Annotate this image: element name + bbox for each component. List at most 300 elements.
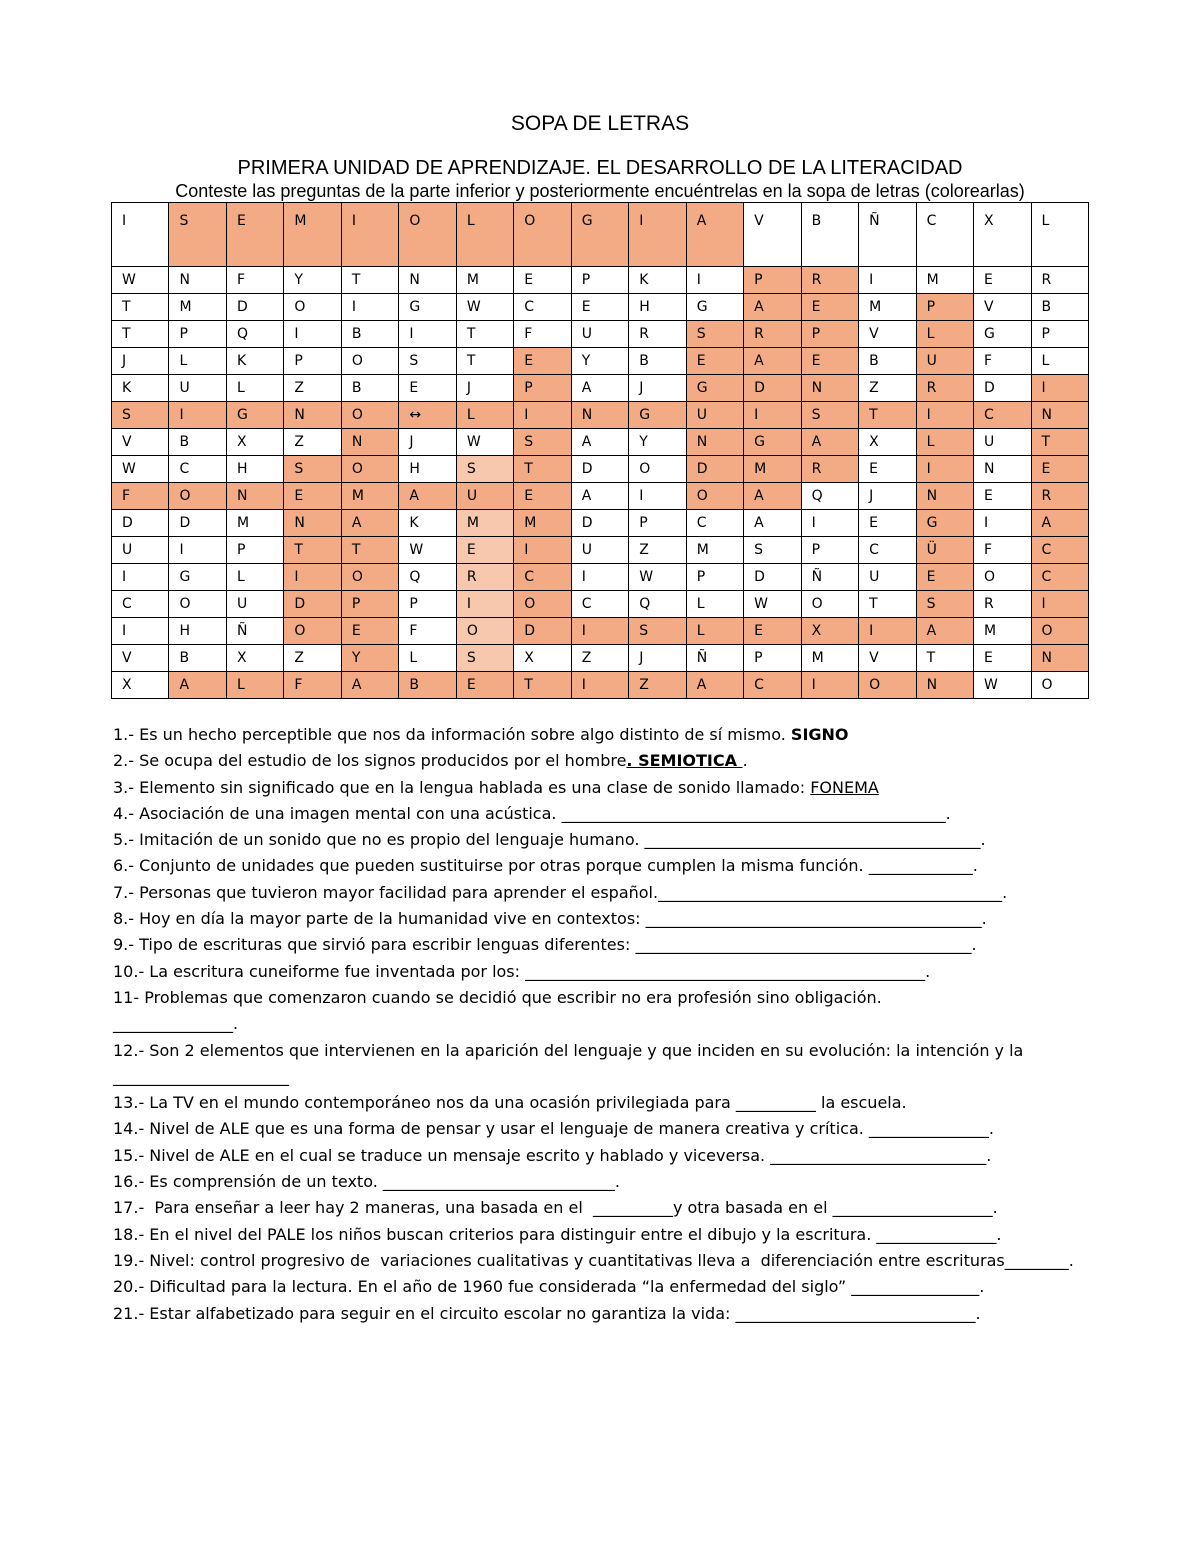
grid-cell[interactable]: O — [629, 456, 686, 483]
grid-cell[interactable]: I — [456, 591, 513, 618]
grid-cell[interactable]: M — [801, 645, 858, 672]
grid-cell[interactable]: V — [112, 645, 169, 672]
grid-cell[interactable]: P — [284, 348, 341, 375]
answer-blank[interactable]: __________ — [592, 1198, 673, 1218]
grid-cell[interactable]: C — [686, 510, 743, 537]
grid-cell[interactable]: I — [916, 402, 973, 429]
grid-cell[interactable]: O — [341, 564, 398, 591]
grid-cell[interactable]: O — [341, 456, 398, 483]
grid-cell[interactable]: M — [226, 510, 283, 537]
grid-cell[interactable]: E — [859, 510, 916, 537]
answer-blank[interactable]: ________________________________________________ — [561, 803, 946, 823]
grid-cell[interactable]: I — [974, 510, 1031, 537]
grid-cell[interactable]: P — [686, 564, 743, 591]
grid-cell[interactable]: Q — [801, 483, 858, 510]
grid-cell[interactable]: C — [1031, 564, 1089, 591]
answer-blank[interactable]: ________ — [1004, 1250, 1069, 1270]
grid-cell[interactable]: T — [1031, 429, 1089, 456]
grid-cell[interactable]: N — [284, 402, 341, 429]
grid-cell[interactable]: A — [744, 483, 801, 510]
grid-cell[interactable]: W — [974, 672, 1031, 699]
grid-cell[interactable]: I — [801, 510, 858, 537]
answer-blank[interactable]: ______________________ — [113, 1066, 289, 1086]
grid-cell[interactable]: A — [916, 618, 973, 645]
grid-cell[interactable]: Z — [284, 375, 341, 402]
grid-cell[interactable]: O — [169, 591, 226, 618]
grid-cell[interactable]: Y — [629, 429, 686, 456]
grid-cell[interactable]: U — [456, 483, 513, 510]
grid-cell[interactable]: U — [112, 537, 169, 564]
grid-cell[interactable]: I — [169, 402, 226, 429]
grid-cell[interactable]: E — [399, 375, 456, 402]
grid-cell[interactable]: O — [974, 564, 1031, 591]
grid-cell[interactable]: K — [399, 510, 456, 537]
grid-cell[interactable]: T — [341, 537, 398, 564]
grid-cell[interactable]: Ü — [916, 537, 973, 564]
grid-cell[interactable]: R — [801, 456, 858, 483]
grid-cell[interactable]: I — [744, 402, 801, 429]
grid-cell[interactable]: D — [571, 510, 628, 537]
grid-cell[interactable]: Z — [629, 537, 686, 564]
grid-cell[interactable]: O — [284, 618, 341, 645]
grid-cell[interactable]: Y — [571, 348, 628, 375]
grid-cell[interactable]: P — [226, 537, 283, 564]
grid-cell[interactable]: R — [916, 375, 973, 402]
grid-cell[interactable]: S — [399, 348, 456, 375]
grid-cell[interactable]: N — [284, 510, 341, 537]
grid-cell[interactable]: R — [801, 267, 858, 294]
grid-cell[interactable]: S — [629, 618, 686, 645]
grid-cell[interactable]: E — [514, 483, 571, 510]
grid-cell[interactable]: M — [916, 267, 973, 294]
grid-cell[interactable]: I — [514, 537, 571, 564]
grid-cell[interactable]: B — [801, 203, 858, 267]
grid-cell[interactable]: N — [169, 267, 226, 294]
grid-cell[interactable]: U — [916, 348, 973, 375]
grid-cell[interactable]: N — [571, 402, 628, 429]
grid-cell[interactable]: G — [629, 402, 686, 429]
grid-cell[interactable]: H — [629, 294, 686, 321]
grid-cell[interactable]: L — [1031, 203, 1089, 267]
grid-cell[interactable]: X — [974, 203, 1031, 267]
grid-cell[interactable]: I — [629, 203, 686, 267]
grid-cell[interactable]: N — [226, 483, 283, 510]
grid-cell[interactable]: G — [169, 564, 226, 591]
answer-blank[interactable]: _______________ — [113, 1014, 233, 1034]
grid-cell[interactable]: M — [974, 618, 1031, 645]
grid-cell[interactable]: Y — [284, 267, 341, 294]
grid-cell[interactable]: U — [974, 429, 1031, 456]
answer-blank[interactable]: __________________________________________ — [644, 830, 981, 850]
answer-blank[interactable]: _______________ — [876, 1224, 997, 1244]
grid-cell[interactable]: D — [169, 510, 226, 537]
grid-cell[interactable]: I — [284, 321, 341, 348]
grid-cell[interactable]: V — [744, 203, 801, 267]
grid-cell[interactable]: G — [974, 321, 1031, 348]
answer-blank[interactable]: ___________________________ — [770, 1145, 987, 1165]
grid-cell[interactable]: O — [169, 483, 226, 510]
grid-cell[interactable]: D — [112, 510, 169, 537]
grid-cell[interactable]: D — [686, 456, 743, 483]
grid-cell[interactable]: X — [226, 429, 283, 456]
grid-cell[interactable]: I — [341, 294, 398, 321]
grid-cell[interactable]: E — [916, 564, 973, 591]
grid-cell[interactable]: W — [456, 294, 513, 321]
grid-cell[interactable]: C — [169, 456, 226, 483]
grid-cell[interactable]: X — [801, 618, 858, 645]
answer-blank[interactable]: _____________ — [868, 856, 973, 876]
grid-cell[interactable]: Ñ — [801, 564, 858, 591]
grid-cell[interactable]: T — [916, 645, 973, 672]
grid-cell[interactable]: I — [112, 564, 169, 591]
grid-cell[interactable]: R — [629, 321, 686, 348]
answer-blank[interactable]: ___________________________________________ — [658, 882, 1003, 902]
grid-cell[interactable]: H — [399, 456, 456, 483]
grid-cell[interactable]: I — [571, 672, 628, 699]
grid-cell[interactable]: C — [974, 402, 1031, 429]
grid-cell[interactable]: Z — [859, 375, 916, 402]
grid-cell[interactable]: S — [284, 456, 341, 483]
grid-cell[interactable]: O — [399, 203, 456, 267]
grid-cell[interactable]: S — [916, 591, 973, 618]
grid-cell[interactable]: I — [571, 618, 628, 645]
grid-cell[interactable]: E — [974, 483, 1031, 510]
grid-cell[interactable]: B — [1031, 294, 1089, 321]
grid-cell[interactable]: I — [341, 203, 398, 267]
grid-cell[interactable]: R — [1031, 267, 1089, 294]
grid-cell[interactable]: C — [514, 294, 571, 321]
grid-cell[interactable]: A — [744, 294, 801, 321]
grid-cell[interactable]: T — [456, 321, 513, 348]
grid-cell[interactable]: Z — [571, 645, 628, 672]
grid-cell[interactable]: J — [399, 429, 456, 456]
grid-cell[interactable]: J — [859, 483, 916, 510]
grid-cell[interactable]: D — [744, 375, 801, 402]
grid-cell[interactable]: E — [1031, 456, 1089, 483]
grid-cell[interactable]: E — [456, 537, 513, 564]
grid-cell[interactable]: D — [514, 618, 571, 645]
grid-cell[interactable]: G — [744, 429, 801, 456]
grid-cell[interactable]: C — [859, 537, 916, 564]
answer-blank[interactable]: __________________________________________________ — [525, 961, 926, 981]
grid-cell[interactable]: E — [801, 348, 858, 375]
grid-cell[interactable]: S — [744, 537, 801, 564]
grid-cell[interactable]: N — [916, 483, 973, 510]
grid-cell[interactable]: T — [112, 321, 169, 348]
grid-cell[interactable]: W — [744, 591, 801, 618]
grid-cell[interactable]: Z — [284, 645, 341, 672]
grid-cell[interactable]: P — [801, 321, 858, 348]
grid-cell[interactable]: A — [341, 510, 398, 537]
grid-cell[interactable]: B — [169, 429, 226, 456]
grid-cell[interactable]: B — [629, 348, 686, 375]
grid-cell[interactable]: Ñ — [686, 645, 743, 672]
grid-cell[interactable]: J — [629, 645, 686, 672]
grid-cell[interactable]: U — [571, 537, 628, 564]
grid-cell[interactable]: S — [456, 645, 513, 672]
grid-cell[interactable]: L — [399, 645, 456, 672]
grid-cell[interactable]: A — [686, 203, 743, 267]
grid-cell[interactable]: L — [226, 564, 283, 591]
grid-cell[interactable]: J — [629, 375, 686, 402]
grid-cell[interactable]: N — [1031, 645, 1089, 672]
grid-cell[interactable]: A — [686, 672, 743, 699]
grid-cell[interactable]: V — [974, 294, 1031, 321]
grid-cell[interactable]: L — [456, 203, 513, 267]
grid-cell[interactable]: A — [744, 510, 801, 537]
grid-cell[interactable]: O — [859, 672, 916, 699]
grid-cell[interactable]: A — [169, 672, 226, 699]
grid-cell[interactable]: I — [1031, 591, 1089, 618]
grid-cell[interactable]: T — [514, 672, 571, 699]
grid-cell[interactable]: B — [399, 672, 456, 699]
grid-cell[interactable]: O — [801, 591, 858, 618]
grid-cell[interactable]: G — [686, 294, 743, 321]
grid-cell[interactable]: K — [226, 348, 283, 375]
grid-cell[interactable]: J — [112, 348, 169, 375]
grid-cell[interactable]: N — [916, 672, 973, 699]
grid-cell[interactable]: L — [1031, 348, 1089, 375]
grid-cell[interactable]: T — [514, 456, 571, 483]
grid-cell[interactable]: N — [686, 429, 743, 456]
grid-cell[interactable]: A — [801, 429, 858, 456]
grid-cell[interactable]: I — [399, 321, 456, 348]
grid-cell[interactable]: T — [341, 267, 398, 294]
grid-cell[interactable]: R — [1031, 483, 1089, 510]
grid-cell[interactable]: X — [112, 672, 169, 699]
grid-cell[interactable]: F — [399, 618, 456, 645]
grid-cell[interactable]: O — [514, 203, 571, 267]
grid-cell[interactable]: A — [1031, 510, 1089, 537]
grid-cell[interactable]: T — [456, 348, 513, 375]
grid-cell[interactable]: T — [284, 537, 341, 564]
grid-cell[interactable]: D — [744, 564, 801, 591]
grid-cell[interactable]: P — [169, 321, 226, 348]
grid-cell[interactable]: S — [169, 203, 226, 267]
grid-cell[interactable]: F — [284, 672, 341, 699]
grid-cell[interactable]: L — [916, 321, 973, 348]
grid-cell[interactable]: O — [456, 618, 513, 645]
grid-cell[interactable]: P — [399, 591, 456, 618]
grid-cell[interactable]: V — [859, 645, 916, 672]
grid-cell[interactable]: I — [571, 564, 628, 591]
grid-cell[interactable]: C — [514, 564, 571, 591]
grid-cell[interactable]: M — [169, 294, 226, 321]
grid-cell[interactable]: E — [686, 348, 743, 375]
grid-cell[interactable]: W — [112, 456, 169, 483]
grid-cell[interactable]: A — [341, 672, 398, 699]
grid-cell[interactable]: I — [169, 537, 226, 564]
grid-cell[interactable]: F — [514, 321, 571, 348]
grid-cell[interactable]: Z — [629, 672, 686, 699]
grid-cell[interactable]: A — [399, 483, 456, 510]
grid-cell[interactable]: V — [859, 321, 916, 348]
grid-cell[interactable]: K — [629, 267, 686, 294]
grid-cell[interactable]: S — [112, 402, 169, 429]
grid-cell[interactable]: B — [169, 645, 226, 672]
grid-cell[interactable]: O — [341, 348, 398, 375]
grid-cell[interactable]: N — [399, 267, 456, 294]
grid-cell[interactable]: E — [801, 294, 858, 321]
grid-cell[interactable]: F — [974, 537, 1031, 564]
grid-cell[interactable]: E — [974, 267, 1031, 294]
grid-cell[interactable]: J — [456, 375, 513, 402]
grid-cell[interactable]: M — [341, 483, 398, 510]
grid-cell[interactable]: M — [859, 294, 916, 321]
answer-blank[interactable]: __________________________________________ — [645, 909, 982, 929]
grid-cell[interactable]: U — [169, 375, 226, 402]
grid-cell[interactable]: F — [974, 348, 1031, 375]
grid-cell[interactable]: O — [514, 591, 571, 618]
grid-cell[interactable]: C — [916, 203, 973, 267]
grid-cell[interactable]: D — [974, 375, 1031, 402]
grid-cell[interactable]: C — [112, 591, 169, 618]
grid-cell[interactable]: ↔ — [399, 402, 456, 429]
grid-cell[interactable]: L — [456, 402, 513, 429]
grid-cell[interactable]: W — [629, 564, 686, 591]
grid-cell[interactable]: A — [744, 348, 801, 375]
grid-cell[interactable]: P — [744, 267, 801, 294]
answer-blank[interactable]: ________________ — [851, 1277, 980, 1297]
grid-cell[interactable]: F — [112, 483, 169, 510]
grid-cell[interactable]: E — [226, 203, 283, 267]
grid-cell[interactable]: Ñ — [859, 203, 916, 267]
grid-cell[interactable]: D — [571, 456, 628, 483]
grid-cell[interactable]: L — [916, 429, 973, 456]
grid-cell[interactable]: M — [514, 510, 571, 537]
grid-cell[interactable]: X — [859, 429, 916, 456]
grid-cell[interactable]: Q — [629, 591, 686, 618]
grid-cell[interactable]: P — [744, 645, 801, 672]
grid-cell[interactable]: G — [686, 375, 743, 402]
grid-cell[interactable]: I — [686, 267, 743, 294]
grid-cell[interactable]: P — [341, 591, 398, 618]
grid-cell[interactable]: P — [629, 510, 686, 537]
grid-cell[interactable]: M — [456, 267, 513, 294]
grid-cell[interactable]: N — [1031, 402, 1089, 429]
answer-blank[interactable]: __________ — [735, 1093, 816, 1113]
grid-cell[interactable]: N — [341, 429, 398, 456]
grid-cell[interactable]: Y — [341, 645, 398, 672]
grid-cell[interactable]: R — [974, 591, 1031, 618]
grid-cell[interactable]: M — [284, 203, 341, 267]
grid-cell[interactable]: X — [226, 645, 283, 672]
grid-cell[interactable]: W — [112, 267, 169, 294]
grid-cell[interactable]: B — [341, 321, 398, 348]
grid-cell[interactable]: W — [399, 537, 456, 564]
grid-cell[interactable]: Ñ — [226, 618, 283, 645]
grid-cell[interactable]: C — [571, 591, 628, 618]
grid-cell[interactable]: R — [744, 321, 801, 348]
grid-cell[interactable]: A — [571, 375, 628, 402]
grid-cell[interactable]: S — [686, 321, 743, 348]
grid-cell[interactable]: G — [226, 402, 283, 429]
grid-cell[interactable]: S — [514, 429, 571, 456]
grid-cell[interactable]: M — [744, 456, 801, 483]
grid-cell[interactable]: G — [399, 294, 456, 321]
answer-blank[interactable]: ______________________________ — [735, 1303, 976, 1323]
grid-cell[interactable]: E — [859, 456, 916, 483]
grid-cell[interactable]: Q — [226, 321, 283, 348]
grid-cell[interactable]: U — [571, 321, 628, 348]
grid-cell[interactable]: C — [744, 672, 801, 699]
grid-cell[interactable]: I — [859, 618, 916, 645]
grid-cell[interactable]: N — [801, 375, 858, 402]
grid-cell[interactable]: S — [801, 402, 858, 429]
grid-cell[interactable]: H — [226, 456, 283, 483]
grid-cell[interactable]: A — [571, 429, 628, 456]
grid-cell[interactable]: E — [514, 348, 571, 375]
grid-cell[interactable]: D — [284, 591, 341, 618]
grid-cell[interactable]: B — [859, 348, 916, 375]
grid-cell[interactable]: C — [1031, 537, 1089, 564]
grid-cell[interactable]: Z — [284, 429, 341, 456]
grid-cell[interactable]: P — [1031, 321, 1089, 348]
grid-cell[interactable]: I — [629, 483, 686, 510]
grid-cell[interactable]: G — [916, 510, 973, 537]
answer-blank[interactable]: __________________________________________ — [635, 935, 972, 955]
grid-cell[interactable]: O — [341, 402, 398, 429]
grid-cell[interactable]: K — [112, 375, 169, 402]
grid-cell[interactable]: U — [859, 564, 916, 591]
grid-cell[interactable]: P — [916, 294, 973, 321]
grid-cell[interactable]: X — [514, 645, 571, 672]
grid-cell[interactable]: A — [571, 483, 628, 510]
grid-cell[interactable]: E — [284, 483, 341, 510]
grid-cell[interactable]: U — [686, 402, 743, 429]
grid-cell[interactable]: P — [571, 267, 628, 294]
grid-cell[interactable]: W — [456, 429, 513, 456]
grid-cell[interactable]: L — [169, 348, 226, 375]
grid-cell[interactable]: M — [686, 537, 743, 564]
grid-cell[interactable]: T — [859, 402, 916, 429]
grid-cell[interactable]: I — [514, 402, 571, 429]
grid-cell[interactable]: M — [456, 510, 513, 537]
grid-cell[interactable]: L — [226, 672, 283, 699]
grid-cell[interactable]: Q — [399, 564, 456, 591]
grid-cell[interactable]: E — [974, 645, 1031, 672]
grid-cell[interactable]: U — [226, 591, 283, 618]
grid-cell[interactable]: O — [686, 483, 743, 510]
grid-cell[interactable]: E — [514, 267, 571, 294]
grid-cell[interactable]: I — [112, 618, 169, 645]
grid-cell[interactable]: D — [226, 294, 283, 321]
grid-cell[interactable]: E — [456, 672, 513, 699]
grid-cell[interactable]: I — [284, 564, 341, 591]
grid-cell[interactable]: L — [686, 591, 743, 618]
grid-cell[interactable]: I — [801, 672, 858, 699]
grid-cell[interactable]: V — [112, 429, 169, 456]
grid-cell[interactable]: E — [571, 294, 628, 321]
grid-cell[interactable]: B — [341, 375, 398, 402]
grid-cell[interactable]: I — [1031, 375, 1089, 402]
grid-cell[interactable]: L — [226, 375, 283, 402]
answer-blank[interactable]: _____________________________ — [382, 1172, 615, 1192]
grid-cell[interactable]: O — [1031, 618, 1089, 645]
grid-cell[interactable]: F — [226, 267, 283, 294]
grid-cell[interactable]: H — [169, 618, 226, 645]
grid-cell[interactable]: P — [801, 537, 858, 564]
grid-cell[interactable]: I — [916, 456, 973, 483]
grid-cell[interactable]: L — [686, 618, 743, 645]
grid-cell[interactable]: E — [341, 618, 398, 645]
grid-cell[interactable]: O — [284, 294, 341, 321]
answer-blank[interactable]: _______________ — [868, 1119, 989, 1139]
grid-cell[interactable]: O — [1031, 672, 1089, 699]
grid-cell[interactable]: S — [456, 456, 513, 483]
grid-cell[interactable]: I — [859, 267, 916, 294]
grid-cell[interactable]: I — [112, 203, 169, 267]
